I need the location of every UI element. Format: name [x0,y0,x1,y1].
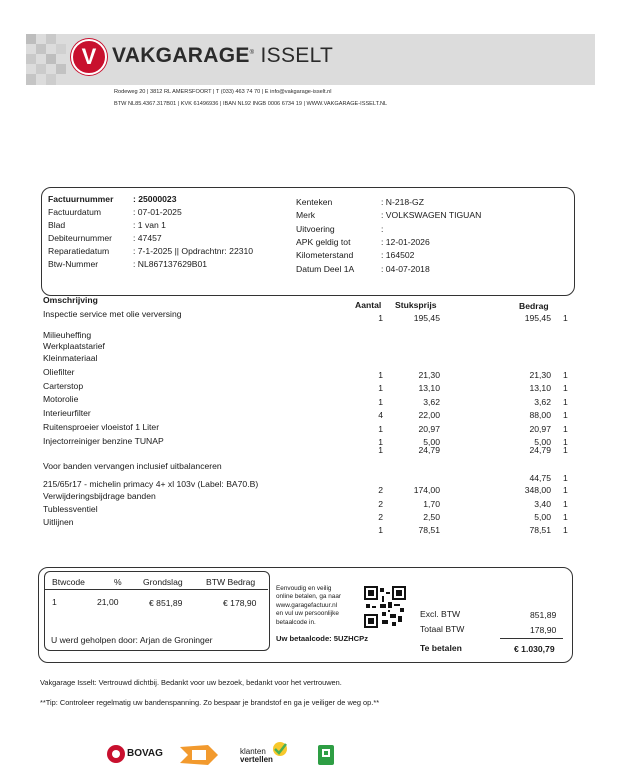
vehicle-value: : N-218-GZ [381,197,424,207]
green-label-icon [318,745,334,765]
vat-header-code: Btwcode [52,577,85,587]
address-line: Rodeweg 20 | 3812 RL AMERSFOORT | T (033) 463 74 70 | E info@vakgarage-isselt.nl [114,89,332,95]
line-vat-code: 1 [563,485,568,495]
brand-name: VAKGARAGE® ISSELT [112,44,334,67]
payment-text-line: Eenvoudig en veilig [276,585,332,592]
col-header-description: Omschrijving [43,295,98,305]
line-description: Injectorreiniger benzine TUNAP [43,436,164,446]
payment-text-line: en vul uw persoonlijke [276,610,339,618]
line-unit-price: 20,97 [418,424,440,434]
line-vat-code: 1 [563,383,568,393]
vat-amount: € 178,90 [223,598,257,608]
line-amount: 44,75 [529,473,551,483]
vehicle-value: : 164502 [381,250,415,261]
line-unit-price: 13,10 [418,383,440,393]
line-amount: 5,00 [534,437,551,447]
line-amount: 88,00 [529,410,551,420]
helped-by: U werd geholpen door: Arjan de Groninger [51,635,213,645]
amount-due-label: Te betalen [420,643,462,653]
line-unit-price: 3,62 [423,397,440,407]
vehicle-value: : [381,223,384,234]
line-unit-price: 2,50 [423,512,440,522]
certification-logo [178,743,220,767]
line-unit-price: 1,70 [423,499,440,509]
line-unit-price: 78,51 [418,525,440,535]
amount-due-value: € 1.030,79 [514,644,555,654]
line-unit-price: 22,00 [418,410,440,420]
line-vat-code: 1 [563,512,568,522]
line-qty: 1 [378,424,383,434]
vehicle-label: Kilometerstand [296,250,354,261]
info-label: Factuurnummer [48,194,114,204]
line-vat-code: 1 [563,525,568,535]
vehicle-label: APK geldig tot [296,236,351,247]
line-qty: 4 [378,410,383,420]
excl-vat-label: Excl. BTW [420,609,461,619]
line-description: Voor banden vervangen inclusief uitbalanceren [43,461,222,471]
footer-tip: **Tip: Controleer regelmatig uw bandenspanning. Zo bespaar je brandstof en ga je veiliger de weg op.** [40,698,380,707]
line-unit-price: 21,30 [418,370,440,380]
line-amount: 13,10 [529,383,551,393]
klantenvertellen-logo: klanten vertellen [240,747,273,764]
line-amount: 195,45 [524,313,551,323]
excl-vat-value: 851,89 [530,610,557,620]
info-label: Debiteurnummer [48,233,112,243]
checkmark-icon [270,741,290,757]
line-description: Uitlijnen [43,517,74,527]
line-description: Carterstop [43,381,84,391]
bovag-logo: BOVAG [107,743,157,765]
line-description: Kleinmateriaal [43,353,98,363]
line-amount: 24,79 [529,445,551,455]
line-description: Milieuheffing [43,330,92,340]
line-vat-code: 1 [563,445,568,455]
line-description: Ruitensproeier vloeistof 1 Liter [43,422,160,432]
info-value: : 1 van 1 [133,220,166,230]
col-header-amount: Bedrag [519,301,549,311]
info-label: Blad [48,220,66,230]
info-value: : 25000023 [133,194,177,204]
info-label: Reparatiedatum [48,246,110,256]
line-amount: 3,62 [534,397,551,407]
line-amount: 20,97 [529,424,551,434]
vehicle-label: Datum Deel 1A [296,263,355,274]
qr-code-icon [364,586,406,628]
total-vat-value: 178,90 [530,625,557,635]
line-qty: 2 [378,485,383,495]
vehicle-label: Kenteken [296,197,333,207]
line-unit-price: 5,00 [423,437,440,447]
payment-text-line: betaalcode in. [276,618,316,626]
vehicle-value: : VOLKSWAGEN TIGUAN [381,210,482,221]
total-vat-label: Totaal BTW [420,624,465,634]
line-qty: 1 [378,437,383,447]
line-amount: 21,30 [529,370,551,380]
col-header-unit-price: Stuksprijs [395,300,437,310]
info-value: : 07-01-2025 [133,207,182,217]
info-label: Factuurdatum [48,207,102,217]
line-qty: 1 [378,525,383,535]
payment-text-line: online betalen, ga naar [276,593,342,601]
line-description: Werkplaatstarief [43,341,105,351]
line-qty: 1 [378,370,383,380]
line-unit-price: 195,45 [413,313,440,323]
line-vat-code: 1 [563,397,568,407]
col-header-qty: Aantal [355,300,382,310]
payment-code: Uw betaalcode: 5UZHCPz [276,634,368,643]
line-qty: 1 [378,313,383,323]
line-unit-price: 174,00 [413,485,440,495]
vehicle-value: : 12-01-2026 [381,236,430,247]
line-amount: 5,00 [534,512,551,522]
line-vat-code: 1 [563,313,568,323]
payment-text-line: www.garagefactuur.nl [276,601,338,609]
line-description: Interieurfilter [43,408,91,418]
registration-line: BTW NL85.4367.317B01 | KVK 61496936 | IBAN NL92 INGB 0006 6734 19 | WWW.VAKGARAGE-ISSELT.NL [114,101,388,107]
vat-table-divider [45,589,268,590]
line-unit-price: 24,79 [418,445,440,455]
line-qty: 1 [378,445,383,455]
vat-header-pct: % [114,577,122,587]
line-qty: 2 [378,499,383,509]
vehicle-label: Uitvoering [296,223,335,234]
vat-header-base: Grondslag [143,577,183,587]
line-description: Motorolie [43,394,79,404]
vehicle-value: : 04-07-2018 [381,263,430,274]
info-value: : NL867137629B01 [133,259,208,269]
line-vat-code: 1 [563,437,568,447]
totals-divider [500,638,563,639]
line-vat-code: 1 [563,424,568,434]
line-vat-code: 1 [563,370,568,380]
vat-header-amount: BTW Bedrag [206,577,256,587]
vehicle-label: Merk [296,210,316,221]
line-qty: 1 [378,383,383,393]
line-amount: 3,40 [534,499,551,509]
info-value: : 7-1-2025 || Opdrachtnr: 22310 [133,246,254,256]
line-vat-code: 1 [563,410,568,420]
info-label: Btw-Nummer [48,259,99,269]
vat-pct: 21,00 [97,597,119,607]
line-amount: 348,00 [524,485,551,495]
line-vat-code: 1 [563,499,568,509]
vat-code: 1 [52,597,57,607]
vakgarage-logo: V [71,39,107,75]
line-qty: 2 [378,512,383,522]
line-description: Inspectie service met olie verversing [43,309,182,319]
line-description: Tublessventiel [43,504,98,514]
line-description: Verwijderingsbijdrage banden [43,491,156,501]
line-amount: 78,51 [529,525,551,535]
vat-base: € 851,89 [149,598,183,608]
line-qty: 1 [378,397,383,407]
line-description: Oliefilter [43,367,75,377]
line-vat-code: 1 [563,473,568,483]
line-description: 215/65r17 - michelin primacy 4+ xl 103v (Label: BA70.B) [43,479,259,489]
footer-thanks: Vakgarage Isselt: Vertrouwd dichtbij. Bedankt voor uw bezoek, bedankt voor het vertrouwen. [40,678,342,687]
info-value: : 47457 [133,233,162,243]
